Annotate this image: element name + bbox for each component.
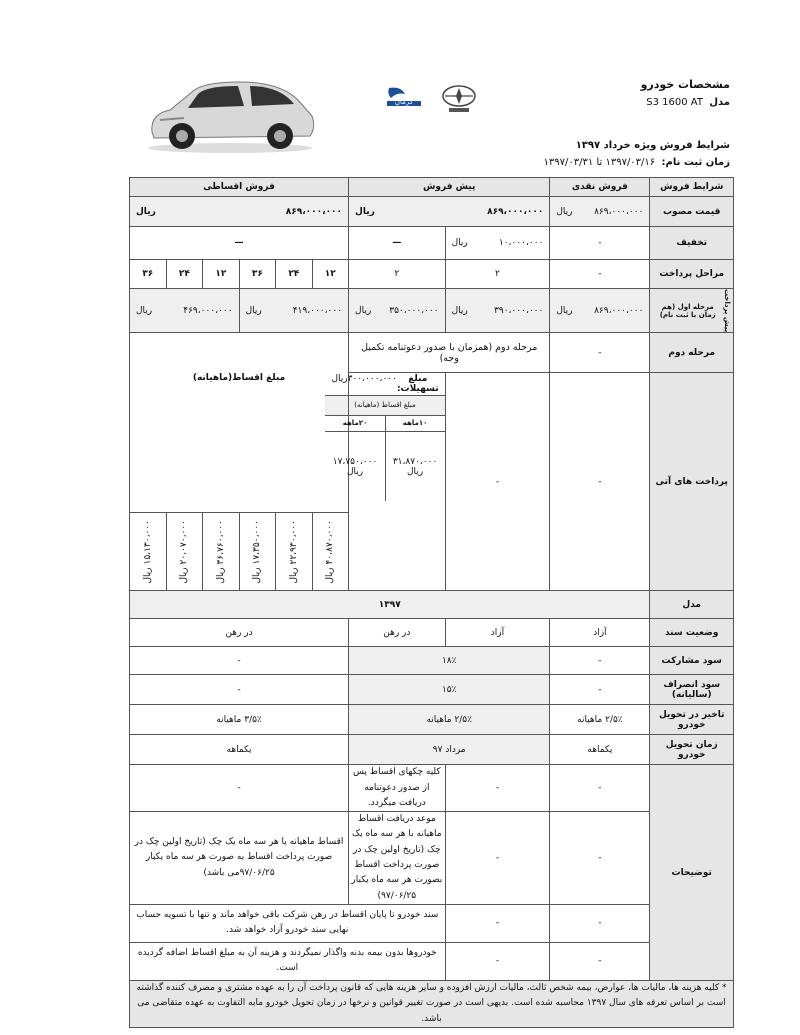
doc-cash: آزاد [550,619,650,647]
first-presale-a [445,289,550,333]
stages-presale-b: ۲ [349,260,446,289]
note3-cash: - [550,904,650,942]
row-doc-status [130,619,734,647]
registration-value: ۱۳۹۷/۰۳/۱۶ تا ۱۳۹۷/۰۳/۳۱ [543,157,656,168]
spec-header [641,78,730,108]
inst-monthly-title: مبلغ اقساط(ماهیانه) [192,373,286,384]
notes-label: توضیحات [650,765,734,981]
inst-value-2-text: ۲۲،۹۳۰،۰۰۰ [288,520,299,565]
delay-label: تاخیر در تحویل خودرو [650,705,734,735]
inst-value-6-unit: ریال [142,567,153,584]
delivery-installment: یکماهه [130,735,349,765]
delay-cash: ۲/۵٪ ماهیانه [550,705,650,735]
note3-presale-a: - [445,904,550,942]
discount-installment: — [130,227,349,260]
price-label: قیمت مصوب [650,197,734,227]
sales-header [544,140,730,168]
months-10-value: ۳۱،۸۷۰،۰۰۰ [392,456,438,467]
car-image [140,70,320,160]
note4-cash: - [550,942,650,980]
months-20-label: ۲۰ماهه [325,415,385,431]
inst-value-1 [312,513,348,591]
model-label: مدل [709,97,730,108]
facility-table [325,373,444,501]
sales-title: شرایط فروش ویژه خرداد ۱۳۹۷ [575,140,730,151]
inst-value-1-text: ۴۰،۸۷۰،۰۰۰ [325,520,336,565]
year-label: مدل [650,591,734,619]
first-inst-a [239,289,348,333]
inst-monthly-title-cell [130,333,349,513]
row-notes-1 [130,765,734,812]
cancel-presale: ۱۵٪ [349,675,550,705]
price-cash-unit: ریال [556,206,573,217]
row-discount [130,227,734,260]
first-cash [550,289,650,333]
first-stage-label [650,289,734,333]
row-delivery [130,735,734,765]
inst-value-6-text: ۱۵،۱۳۰،۰۰۰ [142,520,153,565]
note4-presale-a: - [445,942,550,980]
model-line [641,97,730,108]
future-presale-a: - [445,373,550,591]
stages-inst-3: ۳۶ [239,260,275,289]
cancel-cash: - [550,675,650,705]
delivery-cash: یکماهه [550,735,650,765]
stages-inst-2: ۲۴ [276,260,312,289]
inst-value-1-unit: ریال [325,567,336,584]
future-label: پرداخت های آتی [650,373,734,591]
inst-value-5 [166,513,202,591]
row-notes-2 [130,812,734,905]
first-inst-b-unit: ریال [136,305,153,316]
sales-conditions-table [129,177,734,1028]
brand-logos [383,84,483,118]
price-installment-unit: ریال [136,206,156,217]
doc-presale-b: در رهن [349,619,446,647]
months-10-label: ۱۰ماهه [385,415,445,431]
first-presale-b-value: ۳۵۰،۰۰۰،۰۰۰ [389,305,439,316]
first-inst-a-value: ۴۱۹،۰۰۰،۰۰۰ [292,305,343,316]
inst-value-3-unit: ریال [252,567,263,584]
registration-line [544,157,730,168]
delay-presale: ۲/۵٪ ماهیانه [349,705,550,735]
discount-cash: - [550,227,650,260]
price-cash [550,197,650,227]
discount-presale-a [445,227,550,260]
note1-cash: - [550,765,650,812]
discount-presale-a-value: ۱۰،۰۰۰،۰۰۰ [498,238,544,248]
months-10-unit: ریال [407,466,424,477]
inst-value-2 [276,513,312,591]
col-installment: فروش اقساطی [130,178,349,197]
note2-presale-b: موعد دریافت اقساط ماهیانه با هر سه ماه یک چک (تاریخ اولین چک در صورت پرداخت اقساط بصورت هر سه ماه یکبار ۹۷/۰۶/۲۵) [349,812,446,905]
inst-value-3-text: ۱۷،۳۵۰،۰۰۰ [252,520,263,565]
first-cash-unit: ریال [556,305,573,316]
note1-installment: - [130,765,349,812]
inst-value-4-unit: ریال [215,567,226,584]
row-notes-3 [130,904,734,942]
profit-installment: - [130,647,349,675]
note2-presale-a: - [445,812,550,905]
stages-presale-a: ۲ [445,260,550,289]
doc-presale-a: آزاد [445,619,550,647]
stages-inst-1: ۱۲ [312,260,348,289]
inst-value-5-unit: ریال [179,567,190,584]
price-installment [130,197,349,227]
facility-unit: ریال [331,374,348,384]
note2-cash: - [550,812,650,905]
col-conditions: شرایط فروش [650,178,734,197]
second-stage-label: مرحله دوم [650,333,734,373]
stages-cash: - [550,260,650,289]
inst-value-4 [203,513,239,591]
discount-presale-b: — [349,227,446,260]
price-presale-unit: ریال [355,206,375,217]
first-presale-b-unit: ریال [355,305,372,316]
first-presale-b [349,289,446,333]
row-first-stage [130,289,734,333]
row-delay [130,705,734,735]
facility-inst-label: مبلغ اقساط (ماهیانه) [325,395,444,415]
months-20-value: ۱۷،۷۵۰،۰۰۰ [332,456,378,467]
doc-label: وضعیت سند [650,619,734,647]
inst-value-3 [239,513,275,591]
doc-installment: در رهن [130,619,349,647]
discount-label: تخفیف [650,227,734,260]
row-price [130,197,734,227]
profit-cash: - [550,647,650,675]
year-value: ۱۳۹۷ [130,591,650,619]
discount-presale-a-unit: ریال [451,238,468,248]
spec-title: مشخصات خودرو [640,78,730,91]
table-header-row [130,178,734,197]
row-year [130,591,734,619]
stages-inst-5: ۲۴ [166,260,202,289]
inst-value-4-text: ۳۶،۷۶۰،۰۰۰ [215,520,226,565]
row-second-stage [130,333,734,373]
row-notes-4 [130,942,734,980]
months-20-value-cell [325,431,385,501]
first-inst-a-unit: ریال [245,305,262,316]
stages-inst-4: ۱۲ [203,260,239,289]
future-cash: - [550,373,650,591]
stages-inst-6: ۳۶ [130,260,167,289]
delivery-presale: مرداد ۹۷ [349,735,550,765]
note2-installment: اقساط ماهیانه یا هر سه ماه یک چک (تاریخ اولین چک در صورت پرداخت اقساط به صورت هر سه ماه یکبار ۹۷/۰۶/۲۵می باشد) [130,812,349,905]
cancel-installment: - [130,675,349,705]
registration-label: زمان ثبت نام: [661,157,730,168]
note3-text: سند خودرو تا پایان اقساط در رهن شرکت باقی خواهد ماند و تنها با تسویه حساب نهایی سند خودرو آزاد خواهد شد. [130,904,446,942]
profit-presale: ۱۸٪ [349,647,550,675]
profit-label: سود مشارکت [650,647,734,675]
col-cash: فروش نقدی [550,178,650,197]
first-stage-text: مرحله اول (هم زمان با ثبت نام) [659,302,716,319]
first-presale-a-value: ۳۹۰،۰۰۰،۰۰۰ [494,305,544,316]
months-10-value-cell [385,431,445,501]
prepayment-side-label: پیش پرداخت [723,289,731,333]
row-stages [130,260,734,289]
price-presale-value: ۸۶۹،۰۰۰،۰۰۰ [487,206,544,217]
row-profit [130,647,734,675]
first-presale-a-unit: ریال [451,305,468,316]
stages-label: مراحل پرداخت [650,260,734,289]
footer-note: * کلیه هزینه ها، مالیات ها، عوارض، بیمه شخص ثالث، مالیات ارزش افزوده و سایر هزینه هایی که قانون پرداخت آن را به عهده مشتری و مصرف کننده گذاشته است بر اساس تعرفه های سال ۱۳۹۷ محاسبه شده است. بدیهی است در صورت تغییر قوانین و نرخها در زمان تحویل خودرو مابه التفاوت به عهده متقاضی می باشد. [130,980,734,1027]
col-presale: پیش فروش [349,178,550,197]
note1-presale-a: - [445,765,550,812]
future-presale-b [331,373,446,591]
inst-value-6 [130,513,167,591]
jac-logo [439,84,479,114]
cancel-label: سود انصراف (سالیانه) [650,675,734,705]
delay-installment: ۳/۵٪ ماهیانه [130,705,349,735]
second-presale: مرحله دوم (همزمان با صدور دعوتنامه تکمیل وجه) [349,333,550,373]
price-cash-value: ۸۶۹،۰۰۰،۰۰۰ [594,206,644,217]
inst-value-5-text: ۲۰،۰۷۰،۰۰۰ [179,520,190,565]
note4-text: خودروها بدون بیمه بدنه واگذار نمیگردند و هزینه آن به مبلغ اقساط اضافه گردیده است. [130,942,446,980]
facility-value: ۳۰۰،۰۰۰،۰۰۰ [347,374,397,384]
inst-value-2-unit: ریال [288,567,299,584]
model-value: S3 1600 AT [646,97,703,108]
row-footer [130,980,734,1027]
note1-presale-b: کلیه چکهای اقساط پس از صدور دعوتنامه دریافت میگردد. [349,765,446,812]
first-cash-value: ۸۶۹،۰۰۰،۰۰۰ [594,305,644,316]
months-20-unit: ریال [346,466,364,477]
facility-label: مبلغ تسهیلات: [396,374,439,394]
second-cash: - [550,333,650,373]
first-inst-b [130,289,240,333]
first-inst-b-value: ۴۶۹،۰۰۰،۰۰۰ [183,305,233,316]
price-installment-value: ۸۶۹،۰۰۰،۰۰۰ [285,206,343,217]
facility-row [325,373,444,395]
price-presale [349,197,550,227]
brand-text: کرمان موتور [394,98,414,114]
delivery-label: زمان تحویل خودرو [650,735,734,765]
row-cancel [130,675,734,705]
